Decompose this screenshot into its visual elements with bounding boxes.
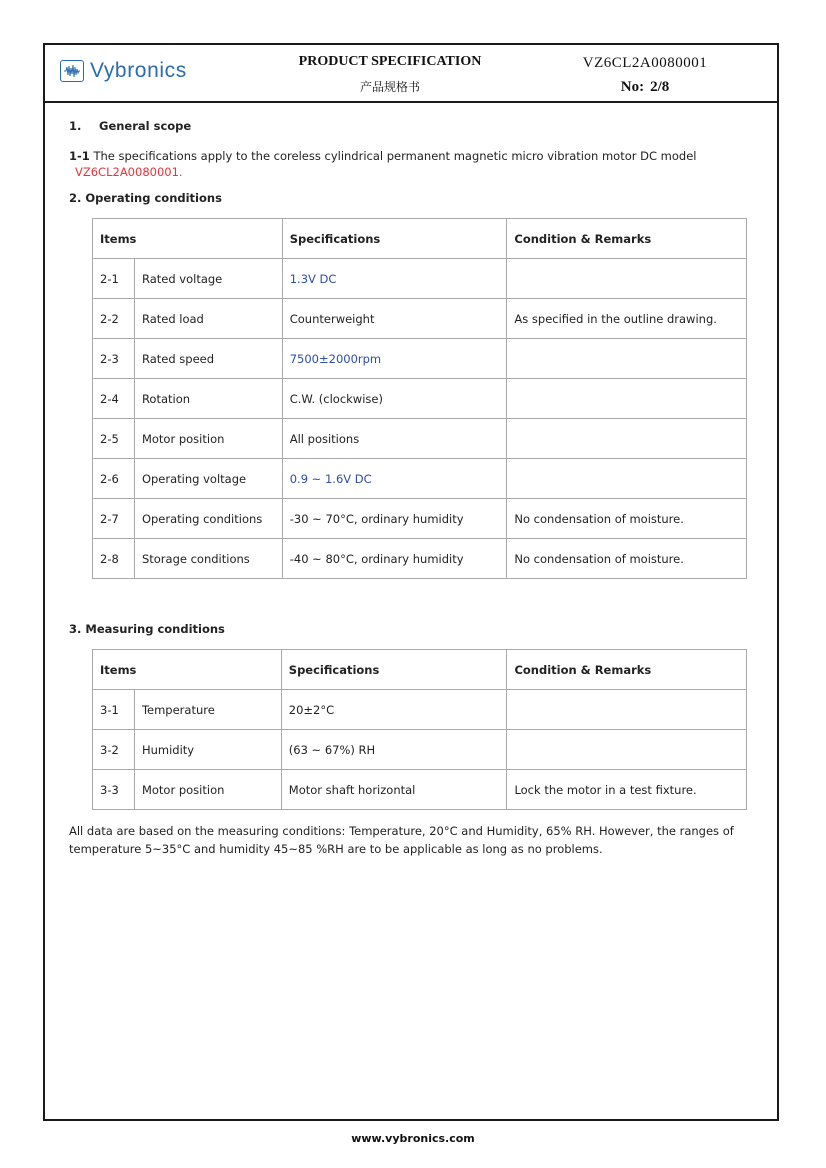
row-number: 3-2 <box>93 730 135 770</box>
row-item: Motor position <box>134 770 281 810</box>
table-row <box>93 730 747 770</box>
scope-model-number: VZ6CL2A0080001. <box>75 165 183 179</box>
row-number: 2-2 <box>93 299 135 339</box>
row-number: 3-1 <box>93 690 135 730</box>
row-item: Humidity <box>134 730 281 770</box>
table-row <box>93 770 747 810</box>
row-spec: Motor shaft horizontal <box>281 770 507 810</box>
row-number: 2-1 <box>93 259 135 299</box>
row-number: 2-4 <box>93 379 135 419</box>
row-spec: 20±2°C <box>281 690 507 730</box>
table-row <box>93 339 747 379</box>
row-number: 2-7 <box>93 499 135 539</box>
section-1-number: 1. <box>69 119 82 133</box>
row-item: Temperature <box>134 690 281 730</box>
measuring-note: All data are based on the measuring conditions: Temperature, 20°C and Humidity, 65% RH. However, the ranges of temperature 5~35°C and humidity 45~85 %RH are to be applicable as long as no problems. <box>69 824 734 856</box>
row-remark <box>507 259 747 299</box>
scope-item-number: 1-1 <box>69 149 90 163</box>
scope-item-text: The specifications apply to the coreless cylindrical permanent magnetic micro vibration motor DC model <box>93 149 697 163</box>
table-row <box>93 419 747 459</box>
table-row <box>93 499 747 539</box>
table-row <box>93 379 747 419</box>
row-remark <box>507 339 747 379</box>
page-number <box>535 79 755 96</box>
header-remarks: Condition & Remarks <box>507 219 747 259</box>
row-remark <box>507 730 747 770</box>
table-header-row <box>93 219 747 259</box>
row-item: Rotation <box>134 379 282 419</box>
row-remark <box>507 379 747 419</box>
row-spec: All positions <box>282 419 507 459</box>
header-specifications: Specifications <box>282 219 507 259</box>
row-item: Motor position <box>134 419 282 459</box>
row-item: Operating conditions <box>134 499 282 539</box>
section-1-title <box>69 119 191 133</box>
table-row <box>93 259 747 299</box>
document-subtitle: 产品规格书 <box>359 80 420 94</box>
row-item: Rated voltage <box>134 259 282 299</box>
row-remark <box>507 459 747 499</box>
document-code: VZ6CL2A0080001 <box>582 55 708 71</box>
row-item: Rated speed <box>134 339 282 379</box>
row-spec: Counterweight <box>282 299 507 339</box>
row-spec: 7500±2000rpm <box>282 339 507 379</box>
section-2-title: 2. Operating conditions <box>69 191 222 205</box>
operating-conditions-table <box>92 218 747 579</box>
row-number: 2-5 <box>93 419 135 459</box>
row-number: 2-8 <box>93 539 135 579</box>
header-remarks: Condition & Remarks <box>507 650 747 690</box>
row-remark: Lock the motor in a test fixture. <box>507 770 747 810</box>
row-spec: (63 ~ 67%) RH <box>281 730 507 770</box>
row-remark: As specified in the outline drawing. <box>507 299 747 339</box>
logo-wordmark: Vybronics <box>90 59 187 82</box>
row-number: 2-6 <box>93 459 135 499</box>
row-remark: No condensation of moisture. <box>507 539 747 579</box>
document-title: PRODUCT SPECIFICATION <box>298 54 482 69</box>
table-row <box>93 299 747 339</box>
vibration-wave-icon <box>60 60 84 82</box>
company-logo <box>60 59 187 83</box>
row-item: Rated load <box>134 299 282 339</box>
row-spec: -40 ~ 80°C, ordinary humidity <box>282 539 507 579</box>
header-items: Items <box>93 650 282 690</box>
section-3-title: 3. Measuring conditions <box>69 622 225 636</box>
row-remark <box>507 690 747 730</box>
table-row <box>93 539 747 579</box>
header-items: Items <box>93 219 283 259</box>
row-spec: -30 ~ 70°C, ordinary humidity <box>282 499 507 539</box>
table-row <box>93 459 747 499</box>
section-1-heading: General scope <box>99 119 192 133</box>
row-number: 2-3 <box>93 339 135 379</box>
header-specifications: Specifications <box>281 650 507 690</box>
table-row <box>93 690 747 730</box>
page-number-label: No: <box>620 79 645 95</box>
website-link[interactable]: www.vybronics.com <box>351 1132 475 1145</box>
row-number: 3-3 <box>93 770 135 810</box>
row-remark <box>507 419 747 459</box>
row-spec: C.W. (clockwise) <box>282 379 507 419</box>
table-header-row <box>93 650 747 690</box>
document-header <box>45 45 777 103</box>
page-number-value: 2/8 <box>650 79 670 95</box>
row-item: Operating voltage <box>134 459 282 499</box>
row-spec: 1.3V DC <box>282 259 507 299</box>
measuring-conditions-table <box>92 649 747 810</box>
row-spec: 0.9 ~ 1.6V DC <box>282 459 507 499</box>
scope-paragraph <box>69 148 749 180</box>
row-item: Storage conditions <box>134 539 282 579</box>
row-remark: No condensation of moisture. <box>507 499 747 539</box>
